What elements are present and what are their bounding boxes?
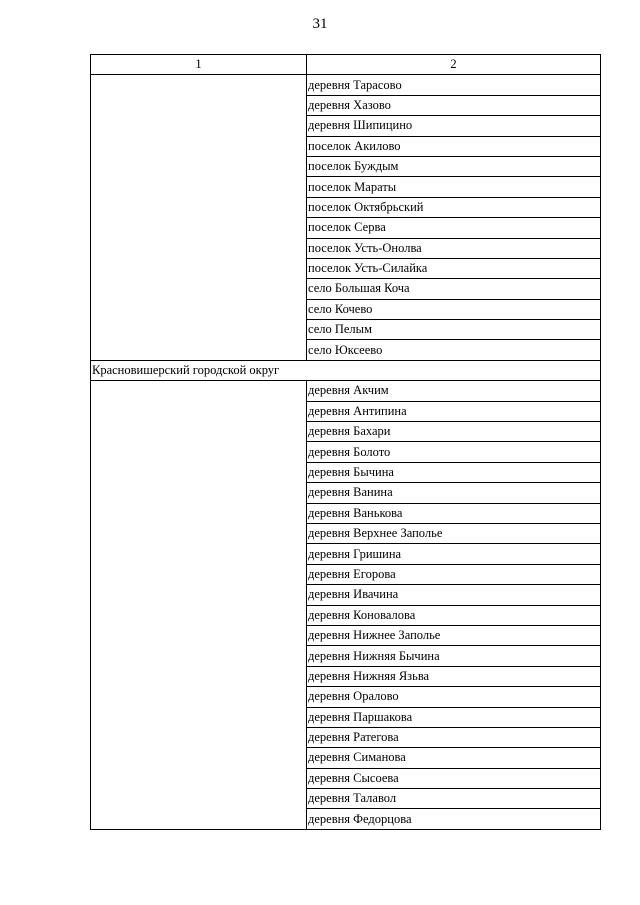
district-cell: [91, 381, 307, 830]
settlement-cell: деревня Талавол: [307, 789, 601, 809]
settlement-cell: деревня Ванина: [307, 483, 601, 503]
settlement-cell: деревня Егорова: [307, 564, 601, 584]
district-cell: [91, 75, 307, 360]
settlement-cell: поселок Акилово: [307, 136, 601, 156]
header-row: [91, 55, 601, 75]
settlement-cell: деревня Верхнее Заполье: [307, 523, 601, 543]
settlement-cell: деревня Симанова: [307, 748, 601, 768]
table-row: [91, 75, 601, 95]
settlement-cell: село Юксеево: [307, 340, 601, 360]
district-row: [91, 360, 601, 380]
settlement-cell: деревня Хазово: [307, 95, 601, 115]
settlement-cell: деревня Оралово: [307, 687, 601, 707]
settlement-cell: деревня Ивачина: [307, 585, 601, 605]
settlement-cell: деревня Ратегова: [307, 727, 601, 747]
settlement-cell: деревня Шипицино: [307, 116, 601, 136]
settlement-cell: село Пелым: [307, 320, 601, 340]
settlement-cell: деревня Нижняя Бычина: [307, 646, 601, 666]
settlement-cell: поселок Октябрьский: [307, 197, 601, 217]
settlement-cell: село Кочево: [307, 299, 601, 319]
settlement-cell: поселок Мараты: [307, 177, 601, 197]
page-number: 31: [312, 16, 328, 32]
settlement-cell: деревня Тарасово: [307, 75, 601, 95]
district-name: Красновишерский городской округ: [91, 360, 601, 380]
settlement-cell: деревня Болото: [307, 442, 601, 462]
column-header-2: 2: [307, 55, 601, 75]
settlement-cell: деревня Бахари: [307, 422, 601, 442]
settlement-cell: деревня Федорцова: [307, 809, 601, 829]
settlement-cell: деревня Нижнее Заполье: [307, 625, 601, 645]
settlement-cell: поселок Усть-Силайка: [307, 258, 601, 278]
settlement-cell: деревня Паршакова: [307, 707, 601, 727]
settlement-cell: деревня Ванькова: [307, 503, 601, 523]
settlement-cell: деревня Коновалова: [307, 605, 601, 625]
settlement-cell: деревня Нижняя Язьва: [307, 666, 601, 686]
table-body: [91, 75, 601, 829]
settlement-cell: деревня Гришина: [307, 544, 601, 564]
settlement-cell: деревня Антипина: [307, 401, 601, 421]
settlement-cell: деревня Бычина: [307, 462, 601, 482]
settlement-cell: деревня Сысоева: [307, 768, 601, 788]
settlement-cell: поселок Серва: [307, 218, 601, 238]
table-row: [91, 381, 601, 401]
settlement-cell: деревня Акчим: [307, 381, 601, 401]
settlement-cell: поселок Буждым: [307, 156, 601, 176]
settlement-cell: поселок Усть-Онолва: [307, 238, 601, 258]
settlement-cell: село Большая Коча: [307, 279, 601, 299]
column-header-1: 1: [91, 55, 307, 75]
settlements-table: [90, 54, 601, 830]
